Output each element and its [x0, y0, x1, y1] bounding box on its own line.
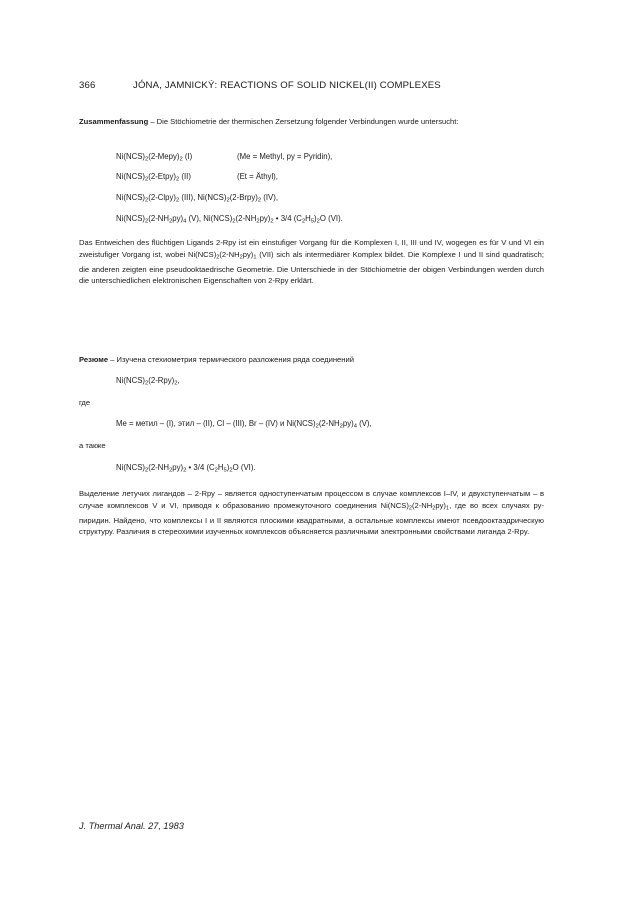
subscript: 1: [253, 254, 257, 261]
subscript: 1: [445, 505, 450, 512]
rezume-body: [79, 488, 544, 538]
subscript: 2: [316, 218, 320, 225]
subscript: 2: [145, 197, 149, 204]
formula-part: Ni(NCS): [116, 463, 146, 472]
subscript: 2: [239, 254, 243, 261]
formula-part: (2-Mepy): [148, 152, 180, 161]
rezume-intro-text: – Изучена стехиометрия термического разложения ряда соединений: [108, 355, 354, 364]
formula-line-3: [116, 193, 278, 204]
formula-part: Ni(NCS): [116, 193, 146, 202]
formula-note-2: (Et = Äthyl),: [237, 172, 278, 181]
zusammenfassung-body: [79, 237, 544, 287]
formula-part: (2-Etpy): [148, 172, 176, 181]
subscript: 2: [179, 156, 183, 163]
formula-part: H: [217, 463, 224, 472]
formula-part: py): [172, 463, 184, 472]
body-text: py): [435, 500, 446, 510]
subscript: 2: [256, 218, 260, 225]
formula-part: • 3/4 (C: [273, 214, 302, 223]
rezume-formula-2: [116, 419, 372, 430]
running-title: JÓNA, JAMNICKÝ: REACTIONS OF SOLID NICKEL(II) COMPLEXES: [133, 80, 441, 91]
subscript: 5: [223, 467, 227, 474]
formula-part: Me = метил – (I), этил – (II), Cl – (III), Br – (IV) и Ni(NCS): [116, 419, 316, 428]
subscript: 2: [339, 423, 343, 430]
subscript: 2: [145, 176, 149, 183]
formula-line-1: [116, 152, 192, 163]
rezume-label: Резюме: [79, 355, 109, 364]
formula-part: (IV),: [261, 193, 278, 202]
subscript: 2: [145, 156, 149, 163]
subscript: 2: [169, 218, 173, 225]
subscript: 2: [301, 218, 306, 225]
subscript: 2: [145, 467, 149, 474]
subscript: 2: [176, 176, 180, 183]
formula-part: Ni(NCS): [116, 214, 146, 223]
subscript: 2: [183, 467, 187, 474]
subscript: 2: [169, 467, 173, 474]
subscript: 2: [176, 197, 180, 204]
formula-line-4: [116, 214, 343, 225]
formula-part: (2-Rpy): [148, 376, 175, 385]
subscript: 2: [432, 505, 436, 512]
rezume-formula-3: [116, 463, 256, 474]
formula-part: (2-NH: [235, 214, 257, 223]
formula-part: H: [305, 214, 311, 223]
subscript: 2: [145, 380, 149, 387]
formula-part: (III), Ni(NCS): [179, 193, 227, 202]
body-text: (2-NH: [219, 249, 240, 259]
formula-part: • 3/4 (C: [186, 463, 215, 472]
body-text: (VII) sich als intermediärer Komplex bildet. Die Komplexe I und II sind quadratisch; die anderen zeigten eine pseudooktaedrische Geometrie. Die Unterschiede in der Stöchiometrie der obigen Verbindungen werden durch die unterschiedlichen elektronischen Eigenschaften von 2-Rpy erklärt.: [79, 249, 544, 286]
body-text: (2-NH: [412, 500, 433, 510]
subscript: 4: [183, 218, 187, 225]
subscript: 2: [174, 380, 178, 387]
formula-part: (2-Clpy): [148, 193, 176, 202]
subscript: 2: [270, 218, 274, 225]
formula-note-1: (Me = Methyl, py = Pyridin),: [237, 152, 333, 161]
rezume-intro: [79, 354, 544, 366]
formula-part: Ni(NCS): [116, 376, 146, 385]
formula-part: (2-NH: [318, 419, 340, 428]
rezume-a-takzhe: а также: [79, 441, 106, 450]
zusammenfassung-intro: [79, 116, 544, 128]
subscript: 2: [315, 423, 319, 430]
zusammenfassung-label: Zusammenfassung: [79, 117, 149, 126]
rezume-gde: где: [79, 398, 91, 407]
subscript: 2: [232, 218, 236, 225]
body-text: py): [242, 249, 254, 259]
formula-part: ): [226, 463, 230, 472]
formula-part: py): [342, 419, 354, 428]
formula-part: py): [172, 214, 184, 223]
formula-line-2: [116, 172, 191, 183]
zusammenfassung-intro-text: – Die Stöchiometrie der thermischen Zersetzung folgender Verbindungen wurde untersucht:: [148, 117, 459, 126]
formula-part: (V),: [356, 419, 372, 428]
subscript: 2: [214, 467, 218, 474]
formula-part: ,: [177, 376, 180, 385]
formula-part: Ni(NCS): [116, 152, 146, 161]
formula-part: py): [259, 214, 271, 223]
formula-part: O (VI).: [232, 463, 256, 472]
subscript: 2: [226, 197, 230, 204]
formula-part: Ni(NCS): [116, 172, 146, 181]
subscript: 5: [310, 218, 315, 225]
running-header: [79, 80, 441, 91]
subscript: 2: [216, 254, 220, 261]
formula-part: ): [314, 214, 317, 223]
body-text: , где во всех случаях ру-пиридин. Найдено, что комплексы I и II являются плоскими квадратными, а остальные комплексы имеют псевдооктаэдрическую структуру. Различия в стереохимии изученных комплексов объясняется различными электронными свойствами лиганда 2-Rpy.: [79, 500, 544, 537]
subscript: 2: [257, 197, 262, 204]
page-number: 366: [79, 80, 96, 91]
body-text: Выделение летучих лигандов – 2-Rpy – является одноступенчатым процессом в случае комплексов I–IV, и двухступенчатым – в случае комплексов V и VI, приводя к образованию промежуточного соединения Ni(NCS): [79, 489, 544, 510]
formula-part: (I): [182, 152, 193, 161]
subscript: 2: [229, 467, 233, 474]
formula-part: (2-NH: [148, 463, 170, 472]
formula-part: (V), Ni(NCS): [186, 214, 233, 223]
subscript: 2: [408, 505, 412, 512]
formula-part: (2-Brpy): [229, 193, 258, 202]
formula-part: (2-NH: [148, 214, 170, 223]
subscript: 2: [145, 218, 149, 225]
formula-part: (II): [179, 172, 191, 181]
subscript: 4: [353, 423, 357, 430]
rezume-formula-1: [116, 376, 180, 387]
formula-part: O (VI).: [319, 214, 343, 223]
journal-citation: J. Thermal Anal. 27, 1983: [79, 821, 184, 831]
body-text: Das Entweichen des flüchtigen Ligands 2-Rpy ist ein einstufiger Vorgang für die Komplexen I, II, III und IV, wogegen es für V und VI ein zweistufiger Vorgang ist, wobei Ni(NCS): [79, 238, 544, 259]
